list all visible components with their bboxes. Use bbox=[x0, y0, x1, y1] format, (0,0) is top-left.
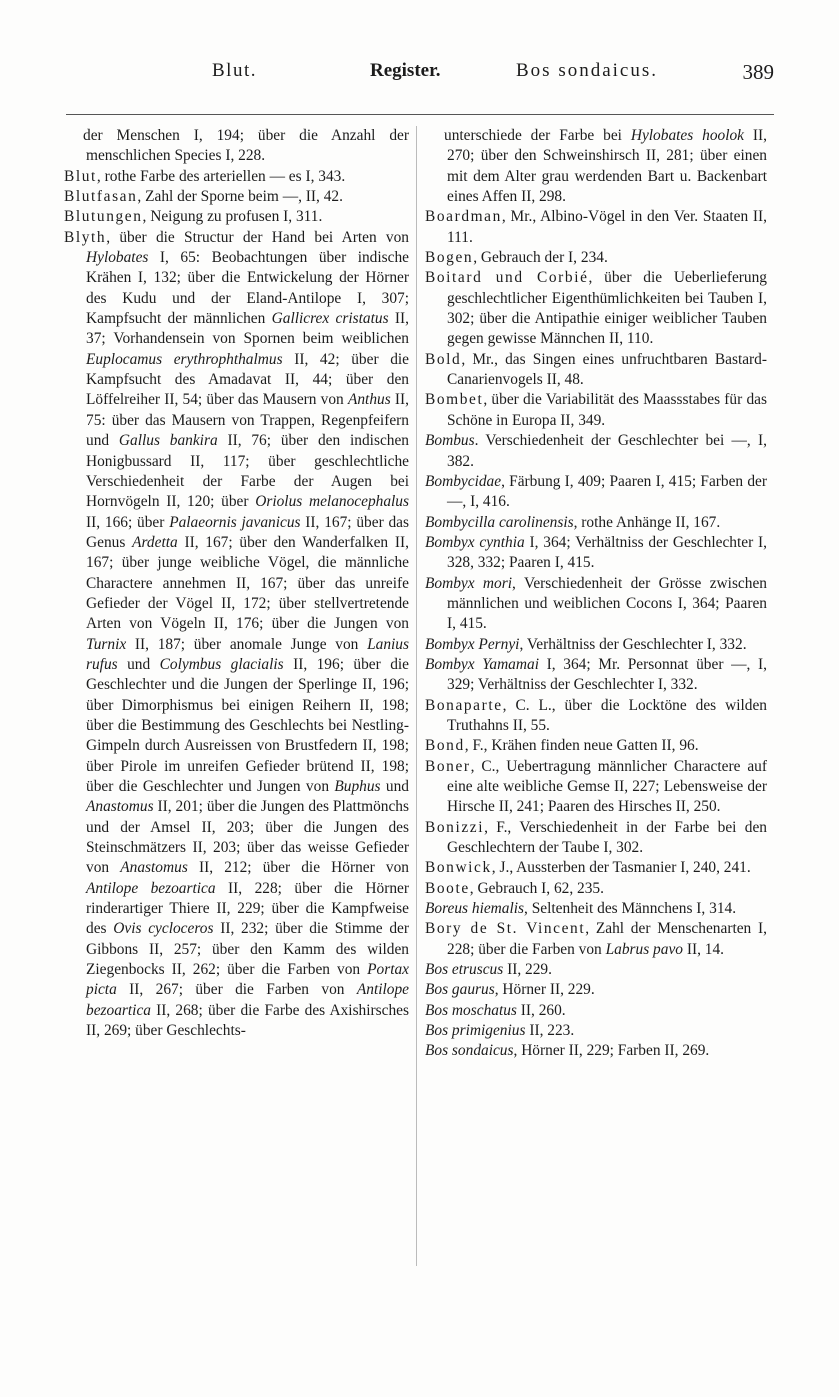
index-entry bbox=[425, 960, 767, 980]
taxon-name: Bombyx mori bbox=[425, 574, 513, 592]
page-number: 389 bbox=[742, 60, 774, 84]
index-entry-text: II, 76; über den indischen Honigbussard II, 117; über geschlechtliche Verschiedenheit der Farbe der Augen bei Hornvögeln II, 120; über bbox=[86, 432, 409, 511]
index-entry bbox=[425, 268, 767, 349]
index-headword: Bonaparte bbox=[425, 696, 503, 714]
index-entry bbox=[64, 207, 409, 227]
taxon-name: Anthus bbox=[347, 391, 391, 409]
taxon-name: Lanius rufus bbox=[86, 635, 409, 673]
index-headword: Blut bbox=[64, 167, 97, 185]
index-entry bbox=[425, 696, 767, 737]
index-headword: Bonizzi bbox=[425, 818, 485, 836]
index-entry-text: II, 196; über die Geschlechter und die Jungen der Sperlinge II, 196; über Dimorphismus bei einigen Reihern II, 198; über die Bestimmung des Geschlechts bei Nestling-Gimpeln durch Ausreissen von Brustfedern II, 198; über Pirole im unreifen Gefieder brütend II, 198; über die Geschlechter und Jungen von bbox=[86, 655, 410, 795]
taxon-name: Boreus hiemalis bbox=[425, 900, 525, 918]
index-entry-text: , Gebrauch der I, 234. bbox=[473, 249, 608, 267]
index-entry-text: II, 14. bbox=[682, 940, 725, 958]
index-entry-text: und bbox=[380, 778, 410, 795]
index-headword: Blyth bbox=[64, 228, 107, 246]
index-entry-text: II, 229. bbox=[503, 961, 552, 979]
header-left-keyword: Blut. bbox=[212, 60, 257, 81]
taxon-name: Turnix bbox=[86, 635, 127, 653]
taxon-name: Bombycilla carolinensis bbox=[425, 513, 574, 531]
index-entry bbox=[425, 390, 767, 431]
index-entry-text: II, 260. bbox=[516, 1001, 566, 1019]
index-headword: Bory de St. Vincent bbox=[425, 920, 586, 938]
index-headword: Boardman bbox=[425, 208, 502, 226]
index-entry-text: , Verhältniss der Geschlechter I, 332. bbox=[519, 635, 747, 653]
index-entry-text: , Mr., das Singen eines unfruchtbaren Bastard-Canarienvogels II, 48. bbox=[447, 350, 767, 389]
index-entry-text: , Zahl der Menschenarten I, 228; über die Farben von bbox=[447, 920, 767, 958]
taxon-name: Hylobates bbox=[86, 249, 149, 267]
index-entry-text: , Hörner II, 229; Farben II, 269. bbox=[513, 1042, 710, 1060]
index-entry bbox=[425, 980, 767, 1000]
taxon-name: Bos moschatus bbox=[425, 1001, 517, 1019]
index-entry-text: unterschiede der Farbe bei bbox=[444, 127, 631, 144]
index-entry-text: II, 167; über das Genus bbox=[86, 513, 409, 551]
index-entry bbox=[64, 167, 409, 187]
taxon-name: Gallus bankira bbox=[118, 432, 218, 450]
header-title: Register. bbox=[370, 60, 441, 81]
index-entry-text: , rothe Farbe des arteriellen — es I, 343. bbox=[96, 167, 346, 185]
index-headword: Boner bbox=[425, 757, 471, 775]
taxon-name: Bos gaurus bbox=[425, 981, 495, 999]
taxon-name: Ovis cycloceros bbox=[113, 920, 214, 938]
index-entry-text: , Seltenheit des Männchens I, 314. bbox=[524, 900, 737, 918]
taxon-name: Bombus bbox=[425, 432, 475, 450]
taxon-name: Oriolus melanocephalus bbox=[255, 493, 409, 511]
index-entry-text: II, 187; über anomale Junge von bbox=[126, 635, 368, 653]
index-entry bbox=[425, 1001, 767, 1021]
index-entry-continuation bbox=[64, 126, 409, 167]
index-entry-text: II, 212; über die Hörner von bbox=[187, 859, 410, 877]
taxon-name: Bombyx cynthia bbox=[425, 533, 525, 551]
index-entry-text: II, 223. bbox=[525, 1022, 575, 1040]
index-headword: Boote bbox=[425, 879, 470, 897]
index-entry-text: I, 364; Mr. Personnat über —, I, 329; Verhältniss der Geschlechter I, 332. bbox=[447, 655, 767, 694]
index-entry-text: , über die Structur der Hand bei Arten von bbox=[106, 228, 409, 246]
index-entry bbox=[64, 187, 409, 207]
index-headword: Bogen bbox=[425, 249, 474, 267]
index-entry bbox=[425, 736, 767, 756]
index-entry bbox=[425, 655, 767, 696]
index-entry-text: der Menschen I, 194; über die Anzahl der menschlichen Species I, 228. bbox=[83, 127, 409, 165]
running-header bbox=[64, 60, 774, 90]
taxon-name: Hylobates hoolok bbox=[630, 127, 745, 144]
index-entry bbox=[425, 919, 767, 960]
index-entry bbox=[64, 228, 409, 1042]
index-entry-text: , Verschiedenheit der Grösse zwischen männlichen und weiblichen Cocons I, 364; Paaren I, 415. bbox=[447, 574, 767, 633]
index-entry-text: , Hörner II, 229. bbox=[494, 981, 595, 999]
index-entry-text: , J., Aussterben der Tasmanier I, 240, 241. bbox=[491, 859, 751, 877]
taxon-name: Bombyx Pernyi bbox=[425, 635, 520, 653]
index-entry-text: II, 270; über den Schweinshirsch II, 281; über einen mit dem Alter grau werdenden Bart u. Backenbart eines Affen II, 298. bbox=[447, 127, 768, 206]
header-rule bbox=[66, 114, 774, 115]
index-column-left bbox=[64, 126, 409, 1041]
index-headword: Bonwick bbox=[425, 859, 492, 877]
taxon-name: Gallicrex cristatus bbox=[271, 310, 389, 328]
taxon-name: Bos primigenius bbox=[425, 1022, 526, 1040]
index-entry bbox=[425, 472, 767, 513]
index-entry bbox=[425, 757, 767, 818]
index-entry-text: II, 232; über die Stimme der Gibbons II, 257; über den Kamm des wilden Ziegenbocks II, 262; über die Farben von bbox=[86, 920, 410, 979]
taxon-name: Antilope bezoartica bbox=[86, 879, 216, 897]
taxon-name: Bombyx Yamamai bbox=[425, 655, 539, 673]
index-entry-continuation bbox=[425, 126, 767, 207]
taxon-name: Palaeornis javanicus bbox=[169, 513, 301, 531]
index-entry-text: II, 166; über bbox=[86, 513, 170, 531]
taxon-name: Portax picta bbox=[86, 961, 409, 999]
index-entry-text: , Neigung zu profusen I, 311. bbox=[142, 208, 323, 226]
index-entry bbox=[425, 1021, 767, 1041]
taxon-name: Colymbus glacialis bbox=[159, 655, 284, 673]
header-right-keyword: Bos sondaicus. bbox=[516, 60, 658, 81]
index-entry bbox=[425, 513, 767, 533]
index-entry-text: , Färbung I, 409; Paaren I, 415; Farben der —, I, 416. bbox=[447, 472, 767, 511]
index-entry-text: I, 364; Verhältniss der Geschlechter I, 328, 332; Paaren I, 415. bbox=[447, 533, 767, 572]
index-headword: Bond bbox=[425, 737, 465, 755]
index-headword: Boitard und Corbié bbox=[425, 269, 589, 287]
index-entry-text: , Zahl der Sporne beim —, II, 42. bbox=[137, 188, 343, 206]
taxon-name: Bombycidae bbox=[425, 472, 502, 490]
index-entry-text: und bbox=[117, 655, 160, 673]
column-divider bbox=[416, 126, 417, 1266]
index-entry-text: , C. L., über die Locktöne des wilden Truthahns II, 55. bbox=[447, 696, 767, 734]
index-entry-text: II, 267; über die Farben von bbox=[116, 981, 357, 999]
index-entry-text: , über die Variabilität des Maassstabes für das Schöne in Europa II, 349. bbox=[447, 391, 767, 429]
taxon-name: Euplocamus erythrophthalmus bbox=[86, 350, 283, 368]
index-entry bbox=[425, 858, 767, 878]
index-entry-text: . Verschiedenheit der Geschlechter bei —, I, 382. bbox=[447, 432, 767, 470]
index-entry-text: II, 42; über die Kampfsucht des Amadavat II, 44; über den Löffelreiher II, 54; über das Mausern von bbox=[86, 350, 409, 409]
index-entry-text: II, 268; über die Farbe des Axishirsches II, 269; über Geschlechts- bbox=[86, 1001, 409, 1040]
index-headword: Bombet bbox=[425, 391, 484, 409]
index-entry bbox=[425, 574, 767, 635]
taxon-name: Ardetta bbox=[132, 533, 178, 551]
index-entry-text: , Gebrauch I, 62, 235. bbox=[469, 879, 604, 897]
index-entry-text: II, 75: über das Mausern von Trappen, Regenpfeifern und bbox=[86, 391, 410, 450]
index-entry-text: II, 37; Vorhandensein von Spornen beim weiblichen bbox=[86, 310, 410, 348]
taxon-name: Bos etruscus bbox=[425, 961, 504, 979]
index-entry-text: , über die Ueberlieferung geschlechtlicher Eigenthümlichkeiten bei Tauben I, 302; über die Antipathie einiger weiblicher Tauben gegen gewisse Männchen II, 110. bbox=[447, 269, 767, 348]
index-entry bbox=[425, 207, 767, 248]
index-entry bbox=[425, 879, 767, 899]
taxon-name: Anastomus bbox=[120, 859, 188, 877]
index-entry-text: II, 201; über die Jungen des Plattmönchs und der Amsel II, 203; über die Jungen des Steinschmätzers II, 203; über das weisse Gefieder von bbox=[86, 798, 409, 877]
index-entry bbox=[425, 248, 767, 268]
index-entry bbox=[425, 818, 767, 859]
index-entry-text: , F., Krähen finden neue Gatten II, 96. bbox=[464, 737, 699, 755]
taxon-name: Antilope bezoartica bbox=[86, 981, 409, 1019]
index-entry-text: II, 167; über den Wanderfalken II, 167; über junge weibliche Vögel, die männliche Charactere annehmen II, 167; über das unreife Gefieder der Vögel II, 172; über stellvertretende Arten von Vögeln II, 176; über die Jungen von bbox=[86, 533, 409, 633]
index-entry-text: I, 65: Beobachtungen über indische Krähen I, 132; über die Entwickelung der Hörner des Kudu und der Eland-Antilope I, 307; Kampfsucht der männlichen bbox=[86, 249, 409, 328]
taxon-name: Buphus bbox=[334, 778, 381, 795]
index-entry bbox=[425, 635, 767, 655]
index-column-right bbox=[425, 126, 767, 1062]
taxon-name: Anastomus bbox=[86, 798, 154, 816]
taxon-name: Bos sondaicus bbox=[425, 1042, 514, 1060]
index-entry-text: , C., Uebertragung männlicher Charactere auf eine alte weibliche Gemse II, 227; Lebensweise der Hirsche II, 241; Paaren des Hirsches II, 250. bbox=[447, 757, 767, 816]
index-entry bbox=[425, 533, 767, 574]
taxon-name: Labrus pavo bbox=[605, 940, 683, 958]
index-headword: Blutungen bbox=[64, 208, 143, 226]
index-entry bbox=[425, 1041, 767, 1061]
index-entry-text: , F., Verschiedenheit in der Farbe bei den Geschlechtern der Taube I, 302. bbox=[447, 818, 767, 857]
index-headword: Bold bbox=[425, 350, 462, 368]
index-entry-text: , Mr., Albino-Vögel in den Ver. Staaten II, 111. bbox=[447, 208, 767, 246]
index-headword: Blutfasan bbox=[64, 188, 138, 206]
index-entry bbox=[425, 899, 767, 919]
index-entry-text: II, 228; über die Hörner rinderartiger Thiere II, 229; über die Kampfweise des bbox=[86, 879, 410, 938]
index-entry bbox=[425, 431, 767, 472]
index-entry bbox=[425, 350, 767, 391]
index-entry-text: , rothe Anhänge II, 167. bbox=[573, 513, 721, 531]
